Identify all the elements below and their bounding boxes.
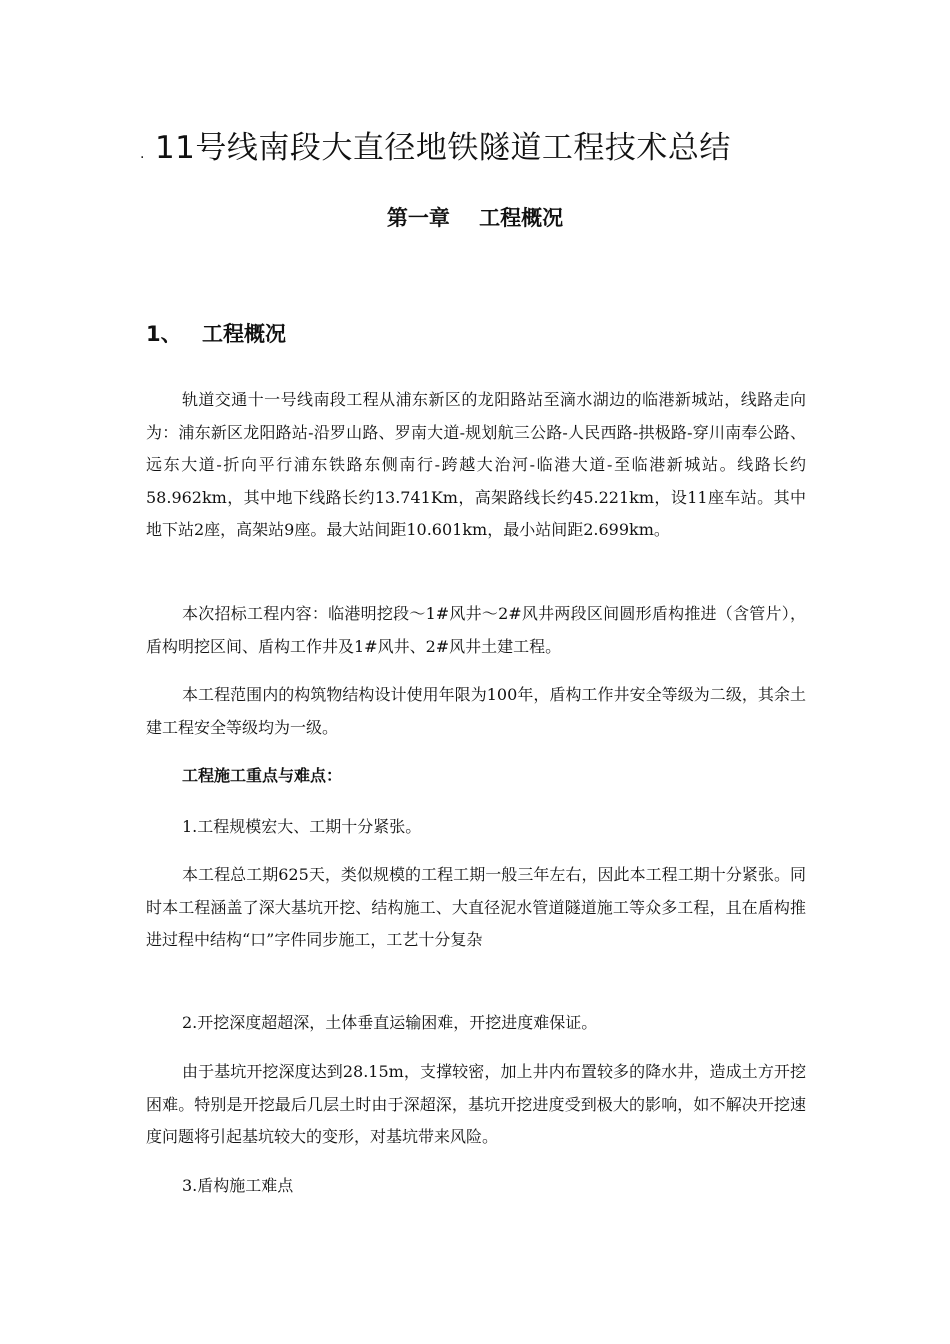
paragraph-route: 轨道交通十一号线南段工程从浦东新区的龙阳路站至滴水湖边的临港新城站，线路走向为：浦东新区龙阳路站-沿罗山路、罗南大道-规划航三公路-人民西路-拱极路-穿川南奉公路、远东大道-折向平行浦东铁路东侧南行-跨越大治河-临港大道-至临港新城站。线路长约58.962km，其中地下线路长约13.741Km，高架路线长约45.221km，设11座车站。其中地下站2座，高架站9座。最大站间距10.601km，最小站间距2.699km。 bbox=[146, 390, 806, 539]
point-1-text: 本工程总工期625天，类似规模的工程工期一般三年左右，因此本工程工期十分紧张。同时本工程涵盖了深大基坑开挖、结构施工、大直径泥水管道隧道施工等众多工程，且在盾构推进过程中结构“口”字件同步施工，工艺十分复杂 bbox=[146, 865, 806, 949]
point-2-title: 2.开挖深度超超深，土体垂直运输困难，开挖进度难保证。 bbox=[182, 1013, 598, 1032]
point-1-block bbox=[146, 811, 806, 844]
point-2-text-block bbox=[146, 1056, 806, 1154]
point-3-title: 3.盾构施工难点 bbox=[182, 1176, 294, 1195]
key-points-block bbox=[146, 760, 806, 793]
point-3-block bbox=[146, 1170, 806, 1203]
chapter-heading: 第一章 工程概况 bbox=[386, 206, 564, 230]
title-text: 11号线南段大直径地铁隧道工程技术总结 bbox=[154, 130, 731, 166]
overview-paragraph bbox=[146, 384, 806, 547]
point-2-block bbox=[146, 1007, 806, 1040]
point-1-title: 1.工程规模宏大、工期十分紧张。 bbox=[182, 817, 422, 836]
point-2-text: 由于基坑开挖深度达到28.15m，支撑较密，加上井内布置较多的降水井，造成土方开挖困难。特别是开挖最后几层土时由于深超深，基坑开挖进度受到极大的影响，如不解决开挖速度问题将引起基坑较大的变形，对基坑带来风险。 bbox=[146, 1062, 806, 1146]
title-mark: . bbox=[140, 146, 145, 162]
section-number: 1、 bbox=[146, 322, 182, 346]
paragraph-design-life: 本工程范围内的构筑物结构设计使用年限为100年，盾构工作井安全等级为二级，其余土建工程安全等级均为一级。 bbox=[146, 685, 806, 737]
key-points-heading: 工程施工重点与难点： bbox=[182, 766, 343, 785]
point-1-text-block bbox=[146, 859, 806, 957]
section-title: 工程概况 bbox=[202, 322, 286, 346]
tender-paragraph bbox=[146, 598, 806, 663]
document-title bbox=[140, 124, 820, 178]
section-heading bbox=[146, 316, 286, 352]
design-life-paragraph bbox=[146, 679, 806, 744]
paragraph-tender-scope: 本次招标工程内容：临港明挖段～1#风井～2#风井两段区间圆形盾构推进（含管片），盾构明挖区间、盾构工作井及1#风井、2#风井土建工程。 bbox=[146, 604, 806, 656]
